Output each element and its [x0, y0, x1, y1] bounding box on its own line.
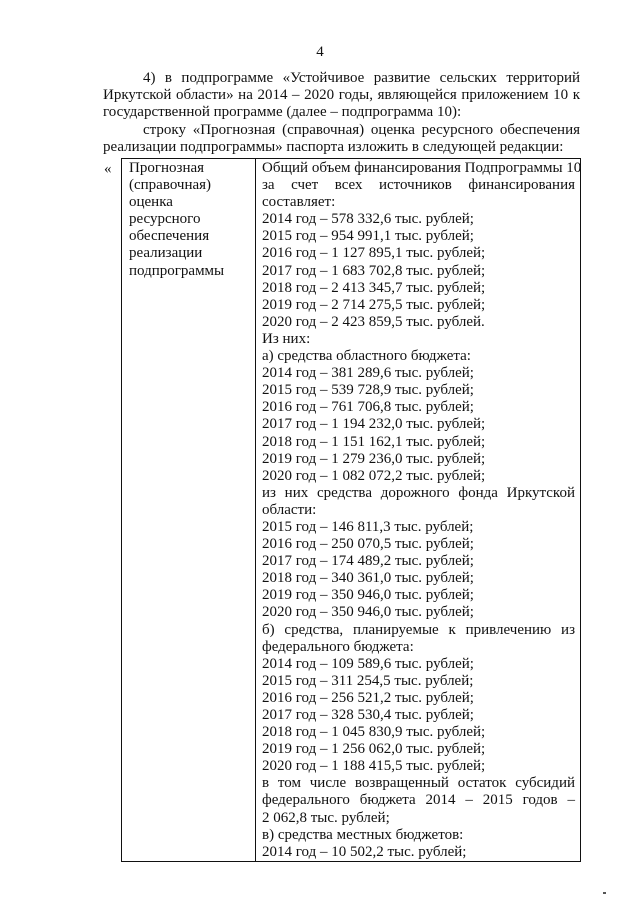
value-line: 2015 год – 539 728,9 тыс. рублей; — [262, 382, 474, 399]
value-line: 2017 год – 174 489,2 тыс. рублей; — [262, 553, 474, 570]
intro-line: реализации подпрограммы» паспорта изложить в следующей редакции: — [103, 138, 564, 155]
value-line: 2019 год – 2 714 275,5 тыс. рублей; — [262, 296, 486, 313]
label-line: оценка — [129, 194, 173, 211]
intro-paragraph-1 — [103, 70, 580, 122]
value-line: 2015 год – 311 254,5 тыс. рублей; — [262, 672, 474, 689]
label-cell — [122, 159, 256, 862]
intro-text — [103, 70, 580, 156]
value-line: 2018 год – 1 045 830,9 тыс. рублей; — [262, 724, 486, 741]
scan-speck — [603, 892, 606, 894]
label-line: (справочная) — [129, 177, 212, 194]
table-row — [122, 159, 581, 862]
label-line: реализации — [129, 245, 203, 262]
value-line: 2019 год – 350 946,0 тыс. рублей; — [262, 587, 474, 604]
value-line: а) средства областного бюджета: — [262, 348, 471, 365]
value-line: 2016 год – 256 521,2 тыс. рублей; — [262, 689, 474, 706]
page-number: 4 — [316, 44, 324, 60]
intro-line: строку «Прогнозная (справочная) оценка ресурсного обеспечения — [143, 121, 580, 138]
value-line: 2019 год – 1 279 236,0 тыс. рублей; — [262, 450, 486, 467]
value-line: в том числе возвращенный остаток субсидий — [262, 775, 575, 792]
value-line: 2016 год – 250 070,5 тыс. рублей; — [262, 536, 474, 553]
label-line: подпрограммы — [129, 262, 225, 279]
value-line: 2018 год – 2 413 345,7 тыс. рублей; — [262, 279, 486, 296]
value-line: 2015 год – 146 811,3 тыс. рублей; — [262, 518, 474, 535]
value-line: 2015 год – 954 991,1 тыс. рублей; — [262, 228, 474, 245]
passport-table — [121, 158, 581, 862]
value-line: 2 062,8 тыс. рублей; — [262, 809, 390, 826]
value-line: 2020 год – 2 423 859,5 тыс. рублей. — [262, 313, 485, 330]
value-line: в) средства местных бюджетов: — [262, 826, 464, 843]
value-line: 2014 год – 109 589,6 тыс. рублей; — [262, 655, 474, 672]
value-line: б) средства, планируемые к привлечению из — [262, 621, 575, 638]
value-line: федерального бюджета: — [262, 638, 414, 655]
label-line: обеспечения — [129, 228, 210, 245]
value-line: 2017 год – 1 194 232,0 тыс. рублей; — [262, 416, 486, 433]
value-line: за счет всех источников финансирования — [262, 177, 575, 194]
value-line: из них средства дорожного фонда Иркутской — [262, 484, 575, 501]
value-line: 2020 год – 1 082 072,2 тыс. рублей; — [262, 467, 486, 484]
value-cell — [256, 159, 581, 862]
value-line: 2018 год – 1 151 162,1 тыс. рублей; — [262, 433, 486, 450]
value-line: 2017 год – 1 683 702,8 тыс. рублей; — [262, 262, 486, 279]
intro-line: 4) в подпрограмме «Устойчивое развитие сельских территорий — [143, 70, 580, 86]
intro-paragraph-2 — [103, 122, 580, 156]
label-line: ресурсного — [129, 211, 201, 228]
intro-line: государственной программе (далее – подпрограмма 10): — [103, 104, 462, 121]
value-line: 2018 год – 340 361,0 тыс. рублей; — [262, 570, 474, 587]
value-line: 2019 год – 1 256 062,0 тыс. рублей; — [262, 741, 486, 758]
value-line: 2020 год – 1 188 415,5 тыс. рублей; — [262, 758, 486, 775]
value-line: Общий объем финансирования Подпрограммы 10 — [262, 160, 582, 176]
value-line: области: — [262, 501, 317, 518]
value-line: 2014 год – 578 332,6 тыс. рублей; — [262, 211, 474, 228]
opening-quote-mark: « — [104, 161, 112, 177]
value-line: 2014 год – 10 502,2 тыс. рублей; — [262, 843, 467, 860]
value-line: составляет: — [262, 194, 336, 211]
intro-line: Иркутской области» на 2014 – 2020 годы, являющейся приложением 10 к — [103, 87, 580, 104]
value-line: 2016 год – 1 127 895,1 тыс. рублей; — [262, 245, 486, 262]
value-line: 2014 год – 381 289,6 тыс. рублей; — [262, 365, 474, 382]
value-line: 2016 год – 761 706,8 тыс. рублей; — [262, 399, 474, 416]
value-line: федерального бюджета 2014 – 2015 годов – — [262, 792, 575, 809]
value-line: 2017 год – 328 530,4 тыс. рублей; — [262, 707, 474, 723]
value-line: Из них: — [262, 330, 311, 347]
value-line: 2020 год – 350 946,0 тыс. рублей; — [262, 604, 474, 621]
label-line: Прогнозная — [129, 160, 205, 176]
